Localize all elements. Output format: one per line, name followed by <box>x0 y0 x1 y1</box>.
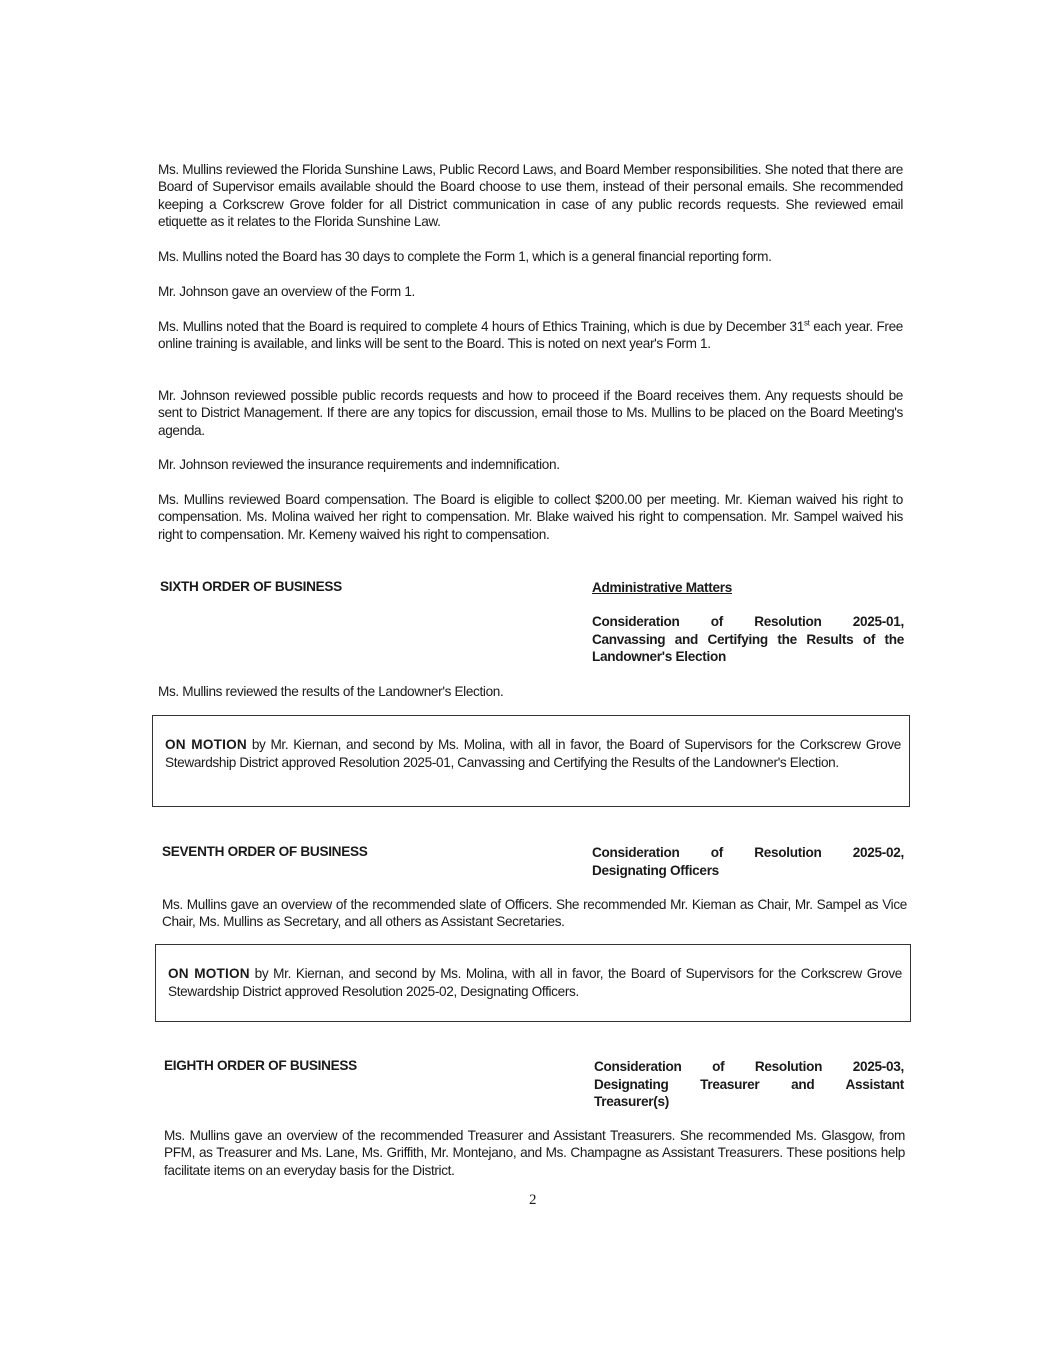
eighth-order-item-title <box>594 1058 904 1111</box>
item-title-line: Canvassing and Certifying the Results of the <box>592 631 904 647</box>
item-title-line: Designating Treasurer and Assistant <box>594 1076 904 1092</box>
sixth-order-body: Ms. Mullins reviewed the results of the Landowner's Election. <box>158 684 504 699</box>
paragraph-form-1-overview: Mr. Johnson gave an overview of the Form 1. <box>158 284 415 299</box>
motion-text <box>165 736 901 771</box>
sixth-order-item-title <box>592 613 904 666</box>
paragraph-ethics-training <box>158 318 903 353</box>
item-title-line: Treasurer(s) <box>594 1094 669 1109</box>
eighth-order-body: Ms. Mullins gave an overview of the recommended Treasurer and Assistant Treasurers. She recommended Ms. Glasgow, from PFM, as Treasurer and Ms. Lane, Ms. Griffith, Mr. Montejano, and Ms. Champagne as Assistant Treasurers. These positions help facilitate items on an everyday basis for the District. <box>164 1128 905 1178</box>
motion-text <box>168 965 902 1000</box>
seventh-order-item-title <box>592 844 904 879</box>
motion-body: by Mr. Kiernan, and second by Ms. Molina, with all in favor, the Board of Supervisors for the Corkscrew Grove Stewardship District approved Resolution 2025-01, Canvassing and Certifying the Results of the Landowner's Election. <box>165 737 901 770</box>
page-number: 2 <box>529 1192 537 1208</box>
item-title-line: Consideration of Resolution 2025-03, <box>594 1059 904 1074</box>
motion-label: ON MOTION <box>165 737 247 752</box>
paragraph-insurance: Mr. Johnson reviewed the insurance requirements and indemnification. <box>158 457 560 472</box>
motion-body: by Mr. Kiernan, and second by Ms. Molina, with all in favor, the Board of Supervisors for the Corkscrew Grove Stewardship District approved Resolution 2025-02, Designating Officers. <box>168 966 902 999</box>
paragraph-compensation: Ms. Mullins reviewed Board compensation. The Board is eligible to collect $200.00 per meeting. Mr. Kieman waived his right to compensation. Ms. Molina waived her right to compensation. Mr. Blake waived his right to compensation. Mr. Sampel waived his right to compensation. Mr. Kemeny waived his right to compensation. <box>158 492 903 542</box>
item-title-line: Consideration of Resolution 2025-01, <box>592 614 904 629</box>
ethics-superscript: st <box>803 318 810 328</box>
eighth-order-heading: EIGHTH ORDER OF BUSINESS <box>164 1058 357 1073</box>
paragraph-form-1-deadline: Ms. Mullins noted the Board has 30 days to complete the Form 1, which is a general financial reporting form. <box>158 249 772 264</box>
item-title-line: Landowner's Election <box>592 649 726 664</box>
sixth-order-category <box>592 579 904 597</box>
administrative-matters-label: Administrative Matters <box>592 580 732 595</box>
motion-label: ON MOTION <box>168 966 250 981</box>
seventh-order-heading: SEVENTH ORDER OF BUSINESS <box>162 844 368 859</box>
motion-box-resolution-2025-02 <box>155 944 911 1022</box>
paragraph-public-records: Mr. Johnson reviewed possible public records requests and how to proceed if the Board receives them. Any requests should be sent to District Management. If there are any topics for discussion, email those to Ms. Mullins to be placed on the Board Meeting's agenda. <box>158 388 903 438</box>
paragraph-sunshine-laws: Ms. Mullins reviewed the Florida Sunshine Laws, Public Record Laws, and Board Member responsibilities. She noted that there are Board of Supervisor emails available should the Board choose to use them, instead of their personal emails. She recommended keeping a Corkscrew Grove folder for all District communication in case of any public records requests. She reviewed email etiquette as it relates to the Florida Sunshine Law. <box>158 162 903 229</box>
sixth-order-heading: SIXTH ORDER OF BUSINESS <box>160 579 342 594</box>
seventh-order-body: Ms. Mullins gave an overview of the recommended slate of Officers. She recommended Mr. Kieman as Chair, Mr. Sampel as Vice Chair, Ms. Mullins as Secretary, and all others as Assistant Secretaries. <box>162 897 907 930</box>
ethics-text-b: each year. Free online training is available, and links will be sent to the Board. This is noted on next year's Form 1. <box>158 319 903 352</box>
motion-box-resolution-2025-01 <box>152 715 910 807</box>
item-title-line: Consideration of Resolution 2025-02, <box>592 845 904 860</box>
item-title-line: Designating Officers <box>592 862 719 878</box>
ethics-text-a: Ms. Mullins noted that the Board is required to complete 4 hours of Ethics Training, which is due by December 31 <box>158 319 804 334</box>
